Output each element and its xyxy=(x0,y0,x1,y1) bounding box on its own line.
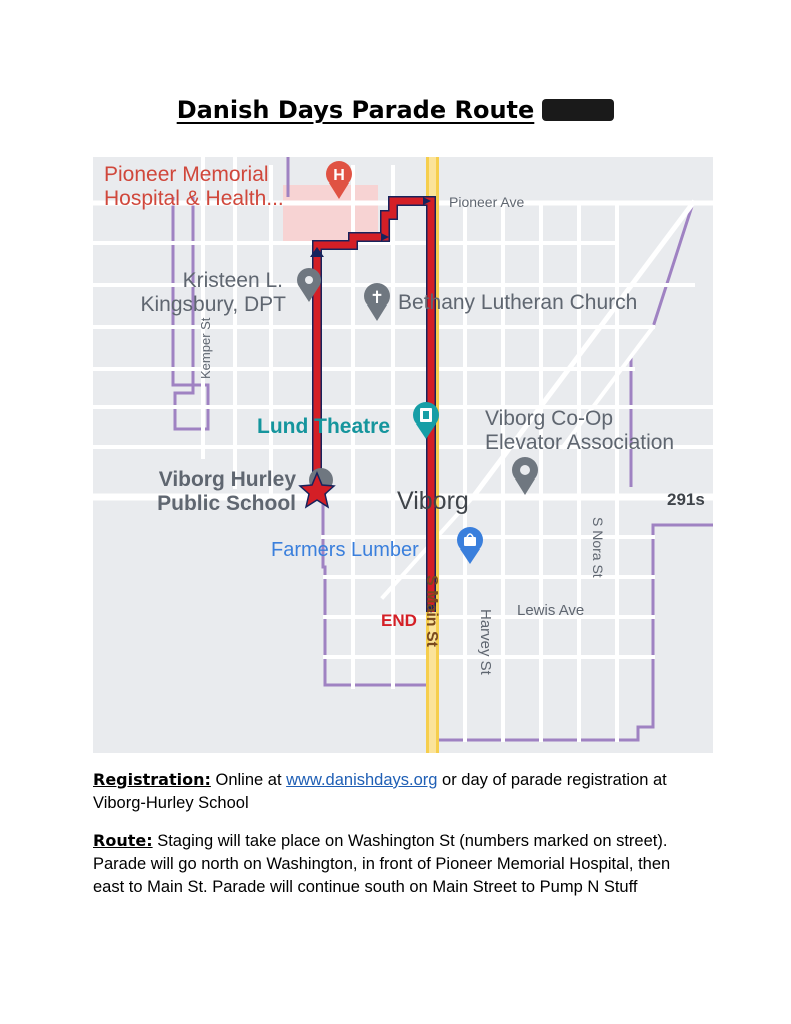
pioneer-ave-label: Pioneer Ave xyxy=(449,194,525,210)
danishdays-link[interactable]: www.danishdays.org xyxy=(286,771,438,789)
svg-text:✝: ✝ xyxy=(369,288,385,308)
svg-text:H: H xyxy=(333,167,345,184)
farmers-lumber-label: Farmers Lumber xyxy=(271,539,419,561)
registration-section xyxy=(93,768,703,815)
map-canvas xyxy=(93,157,713,753)
hospital-label-line1: Pioneer Memorial xyxy=(104,163,269,186)
bethany-label: Bethany Lutheran Church xyxy=(398,291,638,314)
lewis-ave-label: Lewis Ave xyxy=(517,602,585,619)
s-nora-st-label: S Nora St xyxy=(590,517,606,578)
page-title xyxy=(0,94,791,126)
end-label: END xyxy=(381,611,417,630)
kemper-st-label: Kemper St xyxy=(198,317,213,379)
viborg-label: Viborg xyxy=(397,487,469,515)
school-label-line1: Viborg Hurley xyxy=(158,468,296,491)
hospital-label-line2: Hospital & Health... xyxy=(104,187,284,210)
route-label: Route: xyxy=(93,831,153,850)
coop-label-line1: Viborg Co-Op xyxy=(485,407,614,430)
registration-text-before: Online at xyxy=(215,771,282,789)
harvey-st-label: Harvey St xyxy=(477,609,494,675)
highway-291-label: 291s xyxy=(667,490,705,509)
map-background xyxy=(93,157,713,753)
parade-route-map xyxy=(93,157,713,753)
lund-theatre-label: Lund Theatre xyxy=(257,415,391,438)
school-label-line2: Public School xyxy=(157,492,296,515)
s-main-st-label: S Main St xyxy=(423,575,440,648)
coop-label-line2: Elevator Association xyxy=(485,431,675,454)
kristeen-label-line1: Kristeen L. xyxy=(182,269,283,292)
redacted-text xyxy=(542,99,614,121)
route-description: Staging will take place on Washington St (numbers marked on street). Parade will go north on Washington, in front of Pioneer Memorial Hospital, then east to Main St. Parade will continue south on Main Street to Pump N Stuff xyxy=(93,832,671,896)
registration-label: Registration: xyxy=(93,770,211,789)
registration-text-after: or day of parade registration at Viborg-Hurley School xyxy=(93,771,667,812)
page-title-text: Danish Days Parade Route xyxy=(176,96,535,124)
kristeen-label-line2: Kingsbury, DPT xyxy=(140,293,286,316)
route-section xyxy=(93,829,703,899)
